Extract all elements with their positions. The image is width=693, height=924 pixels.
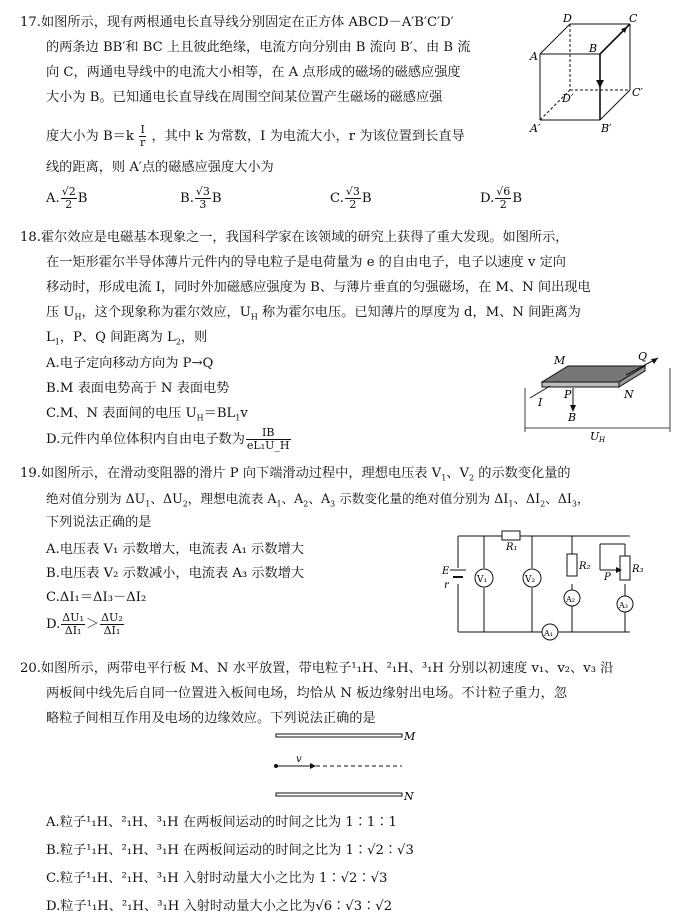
hall-label-i: I: [538, 396, 543, 409]
q18-line-5a: L: [46, 330, 55, 345]
q17-option-b-den: 3: [199, 198, 207, 211]
q18-sub-2: 2: [175, 337, 181, 347]
q18-line-4a: 压 U: [46, 305, 75, 320]
q18-option-d-den: eL₁U_H: [246, 439, 290, 452]
plate-label-m: M: [404, 730, 416, 743]
q17-option-b-frac: [195, 186, 211, 211]
q18-line-2: 在一矩形霍尔半导体薄片元件内的导电粒子是电荷量为 e 的自由电子，电子以速度 v 定向: [46, 255, 566, 270]
q18-option-a[interactable]: A.电子定向移动方向为 P→Q: [46, 356, 214, 371]
hall-plate-side: [542, 382, 619, 387]
q18-option-c-b: ＝BL: [203, 406, 236, 421]
q19-sub-a2: 2: [303, 499, 309, 509]
cube-label-a1: A′: [530, 122, 541, 135]
cube-label-a: A: [530, 50, 538, 63]
q19-line-2b: 、ΔU: [150, 491, 183, 506]
q19-line-2g: 、ΔI: [513, 491, 541, 506]
circuit-label-v2: V₂: [525, 575, 536, 585]
circuit-r3: [620, 556, 630, 580]
q19-line-2: [46, 490, 590, 513]
q19-sub-du2: 2: [182, 499, 188, 509]
velocity-label-v: v: [296, 754, 302, 765]
hall-label-q: Q: [638, 350, 648, 363]
q18-option-b[interactable]: B.M 表面电势高于 N 表面电势: [46, 381, 230, 396]
cube-label-d: D: [563, 12, 572, 25]
q17-option-c-label: C.: [330, 191, 344, 206]
plate-label-n: N: [404, 790, 414, 802]
q17-formula-lead: 度大小为 B＝k: [46, 129, 134, 144]
q19-option-d-d1: ΔI₁: [64, 624, 82, 637]
hall-label-u-sub: H: [599, 436, 606, 443]
q19-sub-di3: 3: [571, 499, 577, 509]
hall-label-p: P: [564, 388, 572, 401]
q18-option-c-sub-h: H: [196, 413, 204, 423]
q19-option-d-gt: ＞: [85, 617, 100, 632]
q17-option-c-frac: [345, 186, 361, 211]
q18-line-1: 18.霍尔效应是电磁基本现象之一，我国科学家在该领域的研究上获得了重大发现。如图所示，: [20, 230, 569, 245]
q17-option-a-label: A.: [46, 191, 60, 206]
q19-option-d[interactable]: [46, 612, 125, 637]
q19-sub-di1: 1: [508, 499, 514, 509]
circuit-label-e: E: [442, 566, 450, 577]
q17-formula-num: I: [140, 123, 145, 136]
hall-figure: [520, 348, 680, 443]
hall-label-n: N: [624, 388, 634, 401]
q17-option-c-num: √3: [345, 185, 360, 198]
q18-option-d-text: D.元件内单位体积内自由电子数为: [46, 432, 245, 447]
q19-sub-a3: 3: [330, 499, 336, 509]
q18-option-d-frac: [246, 427, 291, 452]
q20-line-2: 两板间中线先后自同一位置进入板间电场，均恰从 N 板边缘射出电场。不计粒子重力，忽: [46, 686, 568, 701]
q18-sub-1: 1: [54, 337, 60, 347]
current-arrow-bb1: [596, 80, 604, 88]
circuit-label-a2: A₂: [566, 595, 575, 604]
q19-line-1b: 、V: [446, 466, 470, 481]
hall-label-b: B: [568, 411, 577, 424]
circuit-label-a3: A₃: [619, 601, 628, 610]
q17-line-2: 的两条边 BB′和 BC 上且彼此绝缘，电流方向分别由 B 流向 B′、由 B 流: [46, 40, 471, 55]
q18-line-4c: 称为霍尔电压。已知薄片的厚度为 d，M、N 间距离为: [257, 305, 581, 320]
q19-option-d-label: D.: [46, 617, 61, 632]
q17-line-4: 大小为 B。已知通电长直导线在周围空间某位置产生磁场的磁感应强: [46, 90, 443, 105]
q18-option-d-num: IB: [246, 427, 291, 440]
q17-option-d-tail: B: [512, 191, 523, 206]
cube-label-b1: B′: [601, 122, 612, 135]
q19-line-1a: 19.如图所示，在滑动变阻器的滑片 P 向下端滑动过程中，理想电压表 V: [20, 466, 442, 481]
q20-option-a[interactable]: A.粒子¹₁H、²₁H、³₁H 在两板间运动的时间之比为 1∶1∶1: [46, 815, 397, 830]
circuit-label-r3: R₃: [632, 564, 644, 575]
q17-formula-tail: ，其中 k 为常数，I 为电流大小，r 为该位置到长直导: [151, 129, 465, 144]
q17-line-6: 线的距离，则 A′点的磁感应强度大小为: [46, 160, 274, 175]
q18-line-3: 移动时，形成电流 I，同时外加磁感应强度为 B、与薄片垂直的匀强磁场，在 M、N 间出现电: [46, 280, 591, 295]
q18-line-4b: ，这个现象称为霍尔效应，U: [81, 305, 251, 320]
q17-line-3: 向 C，两通电导线中的电流大小相等，在 A 点形成的磁场的磁感应强度: [46, 65, 461, 80]
q17-line-5: [46, 124, 465, 149]
circuit-figure: [440, 522, 660, 644]
q19-option-d-n2: ΔU₂: [101, 611, 123, 624]
cube-label-c1: C′: [632, 86, 643, 99]
q17-formula-den: r: [140, 136, 146, 149]
q19-sub-a1: 1: [276, 499, 282, 509]
circuit-label-v1: V₁: [477, 575, 488, 585]
q17-formula-frac: [139, 124, 146, 149]
q20-option-c[interactable]: C.粒子¹₁H、²₁H、³₁H 入射时动量大小之比为 1∶√2∶√3: [46, 871, 388, 886]
cube-label-c: C: [629, 12, 638, 25]
q18-line-5c: ，则: [180, 330, 208, 345]
q17-option-a-num: √2: [61, 185, 76, 198]
q17-option-b[interactable]: [180, 186, 222, 211]
cube-label-d1: D′: [562, 92, 574, 105]
hall-label-m: M: [554, 354, 566, 367]
q17-line-1: 17.如图所示，现有两根通电长直导线分别固定在正方体 ABCD－A′B′C′D′: [20, 15, 454, 30]
q19-option-a[interactable]: A.电压表 V₁ 示数增大，电流表 A₁ 示数增大: [46, 542, 304, 557]
q18-line-5b: ，P、Q 间距离为 L: [59, 330, 176, 345]
circuit-label-r2: R₂: [579, 561, 591, 572]
q17-option-d[interactable]: [480, 186, 522, 211]
plate-m: [276, 734, 402, 737]
q19-line-1: [20, 465, 571, 487]
q18-option-c-sub-1: 1: [235, 413, 241, 423]
q17-option-d-frac: [495, 186, 511, 211]
q19-option-d-d2: ΔI₁: [103, 624, 121, 637]
q17-option-b-tail: B: [211, 191, 222, 206]
q19-line-2h: 、ΔI: [545, 491, 572, 506]
q17-option-a-tail: B: [77, 191, 88, 206]
q17-option-a[interactable]: [46, 186, 87, 211]
q18-option-c-c: v: [240, 406, 248, 421]
q18-option-d[interactable]: [46, 427, 292, 452]
hall-label-u: U: [590, 430, 600, 443]
q17-option-d-num: √6: [496, 185, 511, 198]
circuit-label-r1: R₁: [506, 542, 518, 553]
q20-line-1: 20.如图所示，两带电平行板 M、N 水平放置，带电粒子¹₁H、²₁H、³₁H 分别以初速度 v₁、v₂、v₃ 沿: [20, 661, 614, 676]
q20-line-3: 略粒子间相互作用及电场的边缘效应。下列说法正确的是: [46, 711, 376, 726]
q19-sub-v1: 1: [441, 473, 447, 483]
q18-line-4: [46, 304, 581, 326]
q18-sub-h-2: H: [250, 312, 258, 322]
q19-line-1c: 的示数变化量的: [474, 466, 571, 481]
q19-line-2i: ，: [576, 491, 590, 506]
q19-option-d-frac2: [100, 612, 124, 637]
q17-option-d-den: 2: [499, 198, 507, 211]
q18-line-5: [46, 329, 207, 351]
cube-label-b: B: [589, 42, 598, 55]
q20-option-d[interactable]: D.粒子¹₁H、²₁H、³₁H 入射时动量大小之比为√6∶√3∶√2: [46, 899, 393, 914]
circuit-label-a1: A₁: [544, 629, 553, 638]
q19-line-2d: 、A: [281, 491, 304, 506]
q18-option-c-a: C.M、N 表面间的电压 U: [46, 406, 197, 421]
q19-option-c[interactable]: C.ΔI₁＝ΔI₃－ΔI₂: [46, 590, 147, 605]
q19-line-2c: ，理想电流表 A: [187, 491, 277, 506]
q17-option-b-label: B.: [180, 191, 194, 206]
plates-figure: [268, 728, 428, 802]
q19-line-3: 下列说法正确的是: [46, 515, 152, 530]
q18-sub-h-1: H: [74, 312, 82, 322]
q17-option-a-den: 2: [65, 198, 73, 211]
circuit-r2: [567, 554, 577, 576]
q19-line-2e: 、A: [308, 491, 331, 506]
q19-line-2a: 绝对值分别为 ΔU: [46, 491, 146, 506]
cube-figure: [525, 10, 675, 138]
q17-option-b-num: √3: [195, 185, 210, 198]
plate-n: [276, 793, 402, 796]
q17-option-c-den: 2: [349, 198, 357, 211]
q17-option-d-label: D.: [480, 191, 495, 206]
q19-sub-du1: 1: [145, 499, 151, 509]
q19-line-2f: 示数变化量的绝对值分别为 ΔI: [335, 491, 509, 506]
circuit-r1: [502, 531, 520, 540]
circuit-label-p: P: [604, 572, 611, 583]
q20-option-b[interactable]: B.粒子¹₁H、²₁H、³₁H 在两板间运动的时间之比为 1∶√2∶√3: [46, 843, 414, 858]
q17-option-c-tail: B: [361, 191, 372, 206]
q19-sub-di2: 2: [540, 499, 546, 509]
q17-option-a-frac: [61, 186, 77, 211]
circuit-label-r: r: [444, 580, 449, 591]
q17-option-c[interactable]: [330, 186, 372, 211]
q18-option-c[interactable]: [46, 402, 248, 423]
velocity-arrow-head: [310, 763, 316, 769]
q19-option-d-frac1: [61, 612, 85, 637]
q19-sub-v2: 2: [469, 473, 475, 483]
q19-option-d-n1: ΔU₁: [62, 611, 84, 624]
q19-option-b[interactable]: B.电压表 V₂ 示数减小，电流表 A₃ 示数增大: [46, 566, 305, 581]
